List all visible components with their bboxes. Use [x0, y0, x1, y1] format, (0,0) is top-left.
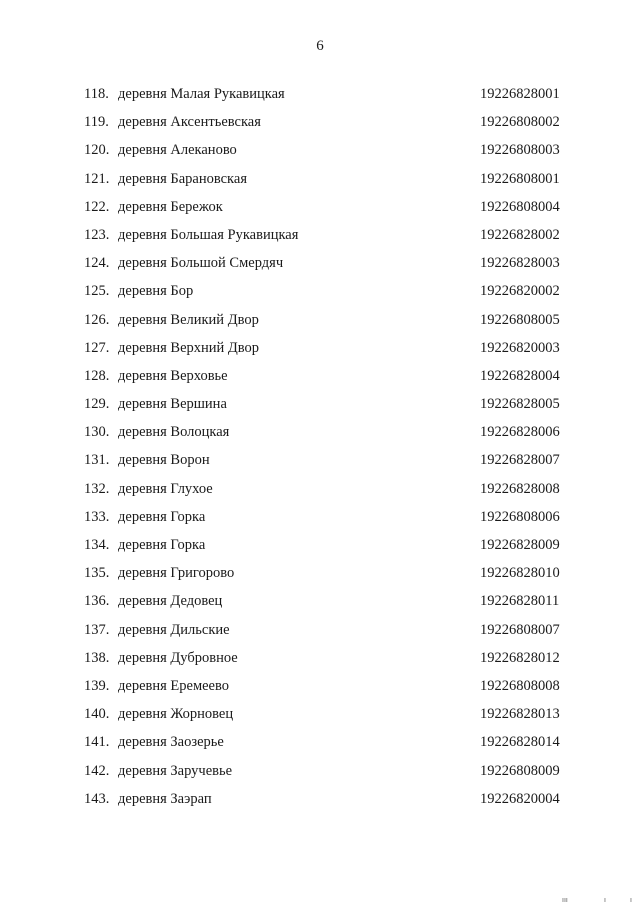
- settlement-name: деревня Волоцкая: [118, 424, 230, 441]
- item-number: 138.: [84, 649, 110, 666]
- list-item: [0, 591, 640, 619]
- list-item: [0, 507, 640, 535]
- oktmo-code: 19226808005: [480, 311, 560, 328]
- settlement-name: деревня Бережок: [118, 198, 223, 215]
- oktmo-code: 19226828001: [480, 86, 560, 102]
- item-number: 124.: [84, 255, 110, 272]
- settlement-name: деревня Аксентьевская: [118, 114, 261, 131]
- list-item: [0, 112, 640, 140]
- oktmo-code: 19226808008: [480, 677, 560, 694]
- settlement-name: деревня Горка: [118, 508, 206, 525]
- settlement-name: деревня Великий Двор: [118, 311, 259, 328]
- settlement-name: деревня Еремеево: [118, 677, 229, 694]
- item-number: 126.: [84, 311, 110, 328]
- list-item: [0, 535, 640, 563]
- settlement-name: деревня Жорновец: [118, 706, 234, 723]
- page-number: 6: [316, 38, 324, 54]
- oktmo-code: 19226828007: [480, 452, 560, 469]
- settlement-name: деревня Верхний Двор: [118, 339, 260, 356]
- item-number: 119.: [84, 114, 109, 131]
- oktmo-code: 19226808004: [480, 198, 560, 215]
- item-number: 136.: [84, 593, 110, 610]
- scan-artifact-mark: ı: [604, 896, 606, 904]
- oktmo-code: 19226820002: [480, 283, 560, 300]
- item-number: 134.: [84, 537, 110, 553]
- item-number: 143.: [84, 790, 110, 807]
- list-item: [0, 197, 640, 225]
- list-item: [0, 225, 640, 253]
- list-item: [0, 676, 640, 704]
- oktmo-code: 19226828006: [480, 424, 560, 441]
- settlement-name: деревня Большой Смердяч: [118, 255, 284, 272]
- settlement-name: деревня Заручевье: [118, 762, 233, 779]
- settlement-name: деревня Дильские: [118, 621, 230, 638]
- settlement-name: деревня Алеканово: [118, 142, 237, 159]
- list-item: [0, 366, 640, 394]
- item-number: 125.: [84, 283, 110, 300]
- settlement-name: деревня Верховье: [118, 367, 228, 384]
- settlement-name: деревня Григорово: [118, 565, 235, 582]
- oktmo-code: 19226808007: [480, 621, 560, 638]
- oktmo-code: 19226808009: [480, 762, 560, 779]
- item-number: 135.: [84, 565, 110, 582]
- settlement-name: деревня Дубровное: [118, 649, 238, 666]
- oktmo-code: 19226820004: [480, 790, 560, 807]
- oktmo-code: 19226828009: [480, 537, 560, 553]
- settlement-name: деревня Глухое: [118, 480, 213, 497]
- oktmo-code: 19226828008: [480, 480, 560, 497]
- settlement-name: деревня Барановская: [118, 170, 247, 187]
- item-number: 130.: [84, 424, 110, 441]
- oktmo-code: 19226808002: [480, 114, 560, 131]
- list-item: [0, 422, 640, 450]
- settlement-name: деревня Заозерье: [118, 734, 224, 751]
- oktmo-code: 19226828005: [480, 396, 560, 413]
- settlement-name: деревня Дедовец: [118, 593, 223, 610]
- settlement-name: деревня Вершина: [118, 396, 227, 413]
- item-number: 142.: [84, 762, 110, 779]
- scan-artifact-mark: ı: [630, 896, 632, 904]
- item-number: 141.: [84, 734, 110, 751]
- list-item: [0, 732, 640, 760]
- list-item: [0, 648, 640, 676]
- item-number: 128.: [84, 367, 110, 384]
- settlement-name: деревня Заэрап: [118, 790, 212, 807]
- list-item: [0, 310, 640, 338]
- oktmo-code: 19226828003: [480, 255, 560, 272]
- item-number: 140.: [84, 706, 110, 723]
- item-number: 123.: [84, 226, 110, 243]
- list-item: [0, 704, 640, 732]
- oktmo-code: 19226828014: [480, 734, 560, 751]
- item-number: 137.: [84, 621, 110, 638]
- list-item: [0, 563, 640, 591]
- scan-artifact-mark: ııı: [562, 896, 568, 904]
- list-item: [0, 253, 640, 281]
- list-item: [0, 761, 640, 789]
- item-number: 129.: [84, 396, 110, 413]
- oktmo-code: 19226828011: [480, 593, 560, 610]
- list-item: [0, 281, 640, 309]
- item-number: 127.: [84, 339, 110, 356]
- item-number: 122.: [84, 198, 110, 215]
- oktmo-code: 19226820003: [480, 339, 560, 356]
- list-item: [0, 789, 640, 817]
- item-number: 132.: [84, 480, 110, 497]
- settlement-name: деревня Бор: [118, 283, 194, 300]
- oktmo-code: 19226808003: [480, 142, 560, 159]
- list-item: [0, 620, 640, 648]
- item-number: 131.: [84, 452, 110, 469]
- oktmo-code: 19226828010: [480, 565, 560, 582]
- oktmo-code: 19226828013: [480, 706, 560, 723]
- list-item: [0, 169, 640, 197]
- settlement-name: деревня Малая Рукавицкая: [118, 86, 285, 102]
- list-item: [0, 450, 640, 478]
- item-number: 133.: [84, 508, 110, 525]
- settlement-name: деревня Большая Рукавицкая: [118, 226, 299, 243]
- settlement-name: деревня Ворон: [118, 452, 210, 469]
- oktmo-code: 19226808006: [480, 508, 560, 525]
- list-item: [0, 140, 640, 168]
- oktmo-code: 19226828002: [480, 226, 560, 243]
- list-item: [0, 84, 640, 112]
- oktmo-code: 19226828012: [480, 649, 560, 666]
- list-item: [0, 394, 640, 422]
- oktmo-code: 19226808001: [480, 170, 560, 187]
- settlement-name: деревня Горка: [118, 537, 206, 553]
- item-number: 120.: [84, 142, 110, 159]
- list-item: [0, 338, 640, 366]
- oktmo-code: 19226828004: [480, 367, 560, 384]
- item-number: 121.: [84, 170, 110, 187]
- list-item: [0, 479, 640, 507]
- item-number: 118.: [84, 86, 109, 102]
- item-number: 139.: [84, 677, 110, 694]
- settlement-list: [0, 84, 640, 817]
